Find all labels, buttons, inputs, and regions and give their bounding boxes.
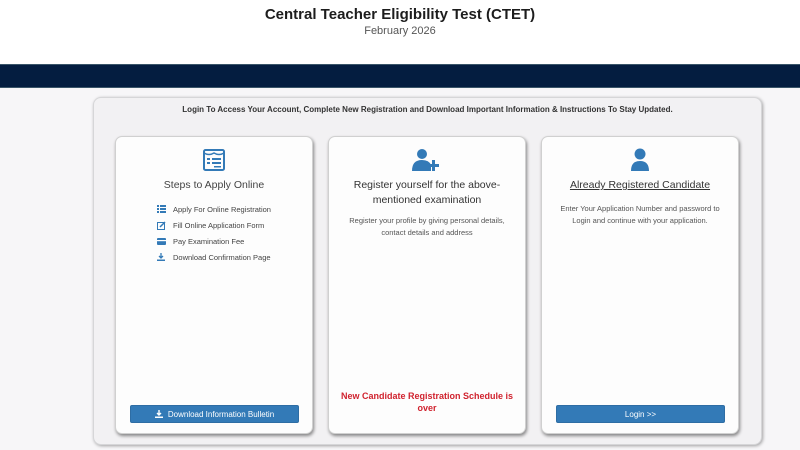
login-card bbox=[541, 136, 739, 434]
page-header bbox=[0, 0, 800, 64]
intro-text: Login To Access Your Account, Complete New Registration and Download Important Information & Instructions To Stay Updated. bbox=[182, 105, 673, 114]
download-bulletin-label: Download Information Bulletin bbox=[167, 409, 275, 419]
credit-card-icon bbox=[156, 236, 166, 246]
download-icon bbox=[156, 252, 166, 262]
step-label: Fill Online Application Form bbox=[173, 220, 265, 230]
steps-list bbox=[156, 201, 271, 265]
step-item bbox=[156, 201, 271, 217]
step-label: Apply For Online Registration bbox=[173, 204, 271, 214]
registration-closed-message: New Candidate Registration Schedule is over bbox=[340, 391, 514, 413]
steps-card bbox=[115, 136, 313, 434]
step-label: Download Confirmation Page bbox=[173, 252, 271, 262]
form-list-icon bbox=[116, 148, 312, 172]
page-subtitle: February 2026 bbox=[364, 25, 436, 37]
main-panel bbox=[93, 97, 762, 445]
step-item bbox=[156, 249, 271, 265]
edit-icon bbox=[156, 220, 166, 230]
download-icon bbox=[155, 410, 163, 418]
login-description: Enter Your Application Number and password to Login and continue with your application. bbox=[560, 204, 720, 225]
user-icon bbox=[542, 148, 738, 172]
step-item bbox=[156, 217, 271, 233]
navbar bbox=[0, 64, 800, 88]
page-title: Central Teacher Eligibility Test (CTET) bbox=[264, 6, 536, 23]
registered-candidate-link[interactable]: Already Registered Candidate bbox=[569, 179, 711, 191]
step-label: Pay Examination Fee bbox=[173, 236, 245, 246]
download-bulletin-button[interactable] bbox=[130, 405, 299, 423]
user-plus-icon bbox=[329, 148, 525, 172]
register-description: Register your profile by giving personal details, contact details and address bbox=[349, 216, 505, 237]
register-card bbox=[328, 136, 526, 434]
steps-title: Steps to Apply Online bbox=[163, 179, 265, 191]
login-label: Login >> bbox=[624, 409, 657, 419]
login-button[interactable] bbox=[556, 405, 725, 423]
list-icon bbox=[156, 204, 166, 214]
step-item bbox=[156, 233, 271, 249]
register-title: Register yourself for the above-mentioned examination bbox=[353, 179, 501, 206]
